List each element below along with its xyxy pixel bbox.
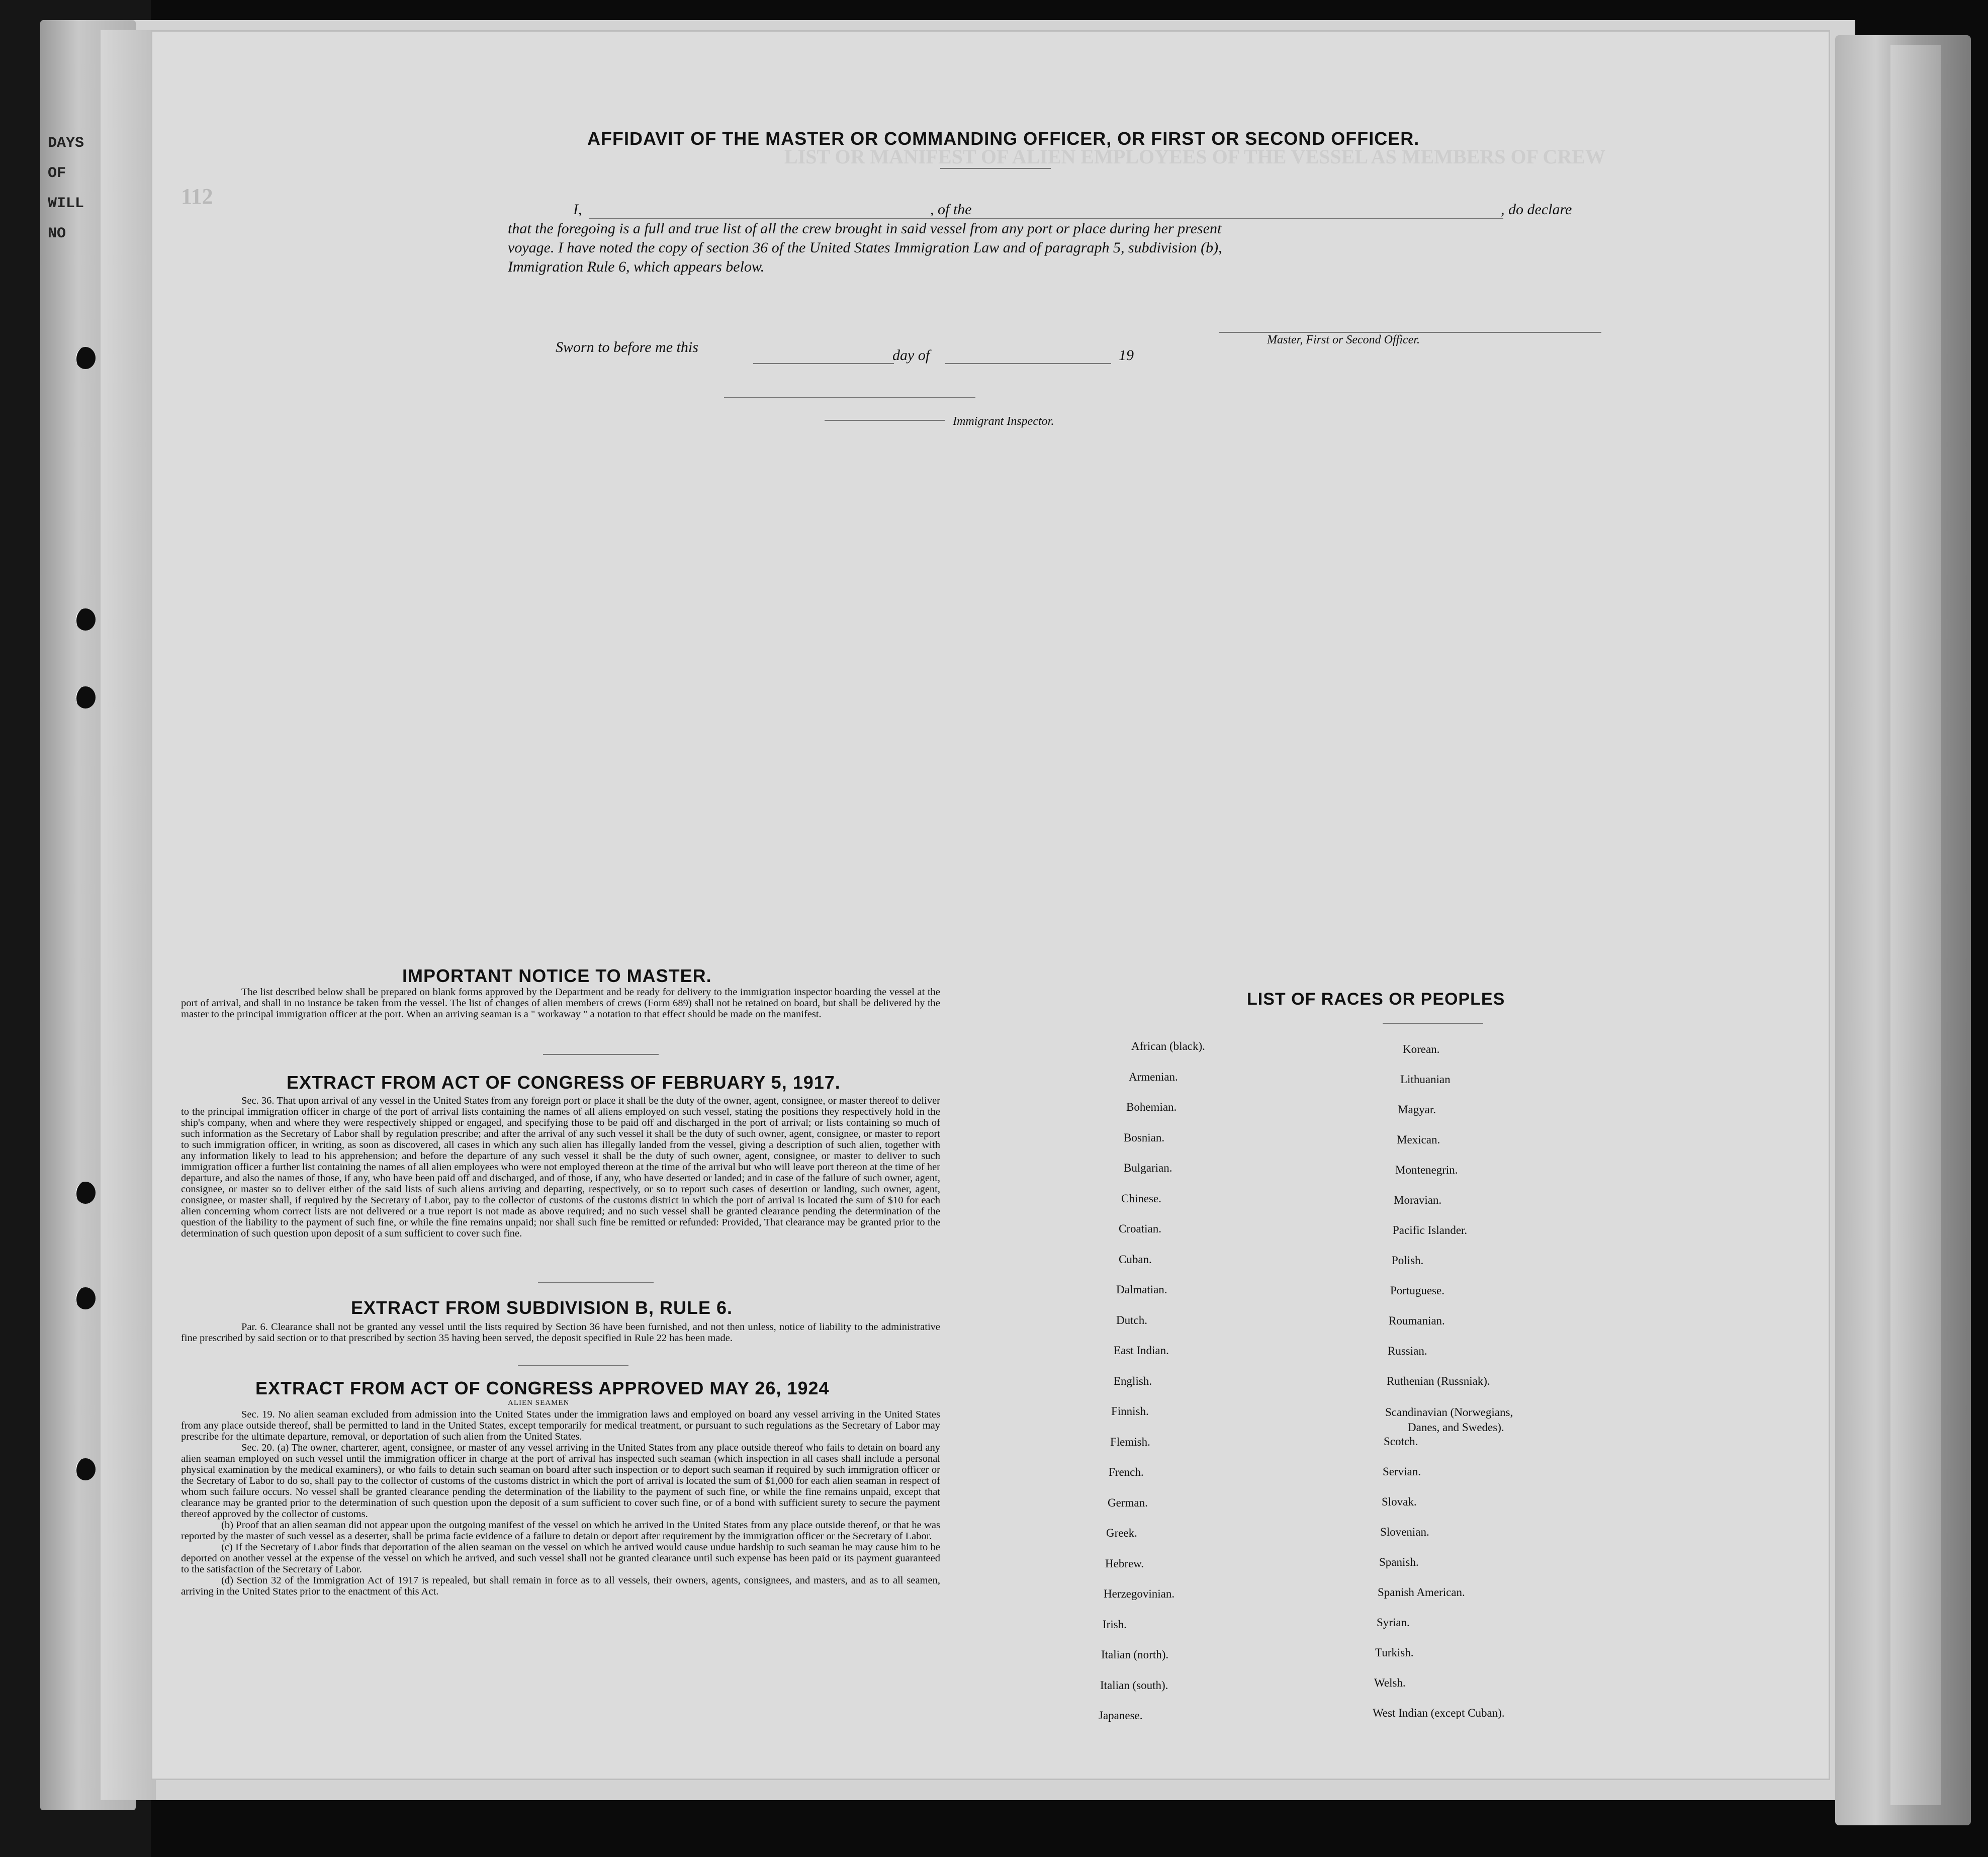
binder-hole-icon xyxy=(75,347,96,369)
divider xyxy=(518,1365,628,1366)
race-item: Montenegrin. xyxy=(1395,1164,1458,1176)
race-item: Pacific Islander. xyxy=(1393,1224,1468,1236)
race-item: German. xyxy=(1108,1496,1148,1509)
race-item: Korean. xyxy=(1403,1043,1440,1055)
race-item: Danes, and Swedes). xyxy=(1408,1421,1504,1434)
race-item: Welsh. xyxy=(1374,1676,1406,1689)
race-item: Dalmatian. xyxy=(1116,1283,1167,1296)
affidavit-do-declare: , do declare xyxy=(1501,201,1572,218)
signature-label: Master, First or Second Officer. xyxy=(1267,333,1420,346)
race-item: Dutch. xyxy=(1116,1313,1147,1327)
extract3-section20b: (b) Proof that an alien seaman did not appear upon the outgoing manifest of the vessel on which he arrived in the United States from any place outside thereof, or that he was reported by the master of such vessel as a deserter, shall be prima facie evidence of a failure to detain or deport after requirement by the immigration officer or the Secretary of Labor. xyxy=(181,1520,940,1542)
binder-hole-icon xyxy=(75,608,96,631)
extract3-body xyxy=(181,1409,940,1597)
document-page xyxy=(151,30,1830,1780)
race-item: African (black). xyxy=(1131,1040,1205,1052)
race-item: Bosnian. xyxy=(1124,1131,1165,1144)
race-item: Slovenian. xyxy=(1380,1526,1429,1538)
affidavit-line2: that the foregoing is a full and true list of all the crew brought in said vessel from any port or place during her present xyxy=(508,220,1222,237)
race-item: Greek. xyxy=(1106,1527,1137,1539)
race-item: Flemish. xyxy=(1110,1435,1150,1448)
sworn-month-field[interactable] xyxy=(945,363,1111,364)
binder-hole-icon xyxy=(75,1182,96,1204)
race-item: Italian (north). xyxy=(1101,1648,1169,1661)
race-item: Japanese. xyxy=(1099,1709,1143,1722)
race-item: Polish. xyxy=(1392,1254,1424,1267)
divider xyxy=(538,1282,654,1283)
notice-title: IMPORTANT NOTICE TO MASTER. xyxy=(402,965,712,986)
race-item: Bulgarian. xyxy=(1124,1162,1172,1174)
race-item: English. xyxy=(1114,1374,1152,1387)
race-item: Slovak. xyxy=(1382,1495,1417,1508)
race-item: Hebrew. xyxy=(1105,1557,1144,1570)
race-item: Mexican. xyxy=(1397,1133,1440,1146)
extract3-title: EXTRACT FROM ACT OF CONGRESS APPROVED MAY 26, 1924 xyxy=(255,1378,830,1398)
race-item: Croatian. xyxy=(1119,1222,1161,1235)
spine-stamp: DAYS OF WILL NO xyxy=(48,135,84,242)
race-item: Portuguese. xyxy=(1390,1284,1444,1297)
race-item: Russian. xyxy=(1388,1345,1427,1357)
extract2-title: EXTRACT FROM SUBDIVISION B, RULE 6. xyxy=(351,1297,733,1318)
extract1-title: EXTRACT FROM ACT OF CONGRESS OF FEBRUARY 5, 1917. xyxy=(287,1072,841,1093)
sworn-day-field[interactable] xyxy=(753,363,894,364)
race-item: Bohemian. xyxy=(1126,1101,1177,1113)
extract1-body: Sec. 36. That upon arrival of any vessel in the United States from any foreign port or place it shall be the duty of the owner, agent, consignee, or master thereof to deliver to the principal immigration officer in charge of the port of arrival lists containing the names of all aliens employed on such vessel, stating the positions they respectively hold in the ship's company, when and where they were respectively shipped or engaged, and specifying those to be paid off and discharged in the port of arrival; or lists containing so much of such information as the Secretary of Labor shall by regulation prescribe; and after the arrival of any such vessel it shall be the duty of such owner, agent, consignee, or master to report to such immigration officer, in writing, as soon as discovered, all cases in which any such alien has illegally landed from the vessel, giving a description of such alien, together with any information likely to lead to his apprehension; and before the departure of any such vessel it shall be the duty of such owner, agent, consignee, or master to deliver to such immigration officer a further list containing the names of all alien employees who were not employed thereon at the time of the arrival but who will leave port thereon at the time of her departure, and also the names of those, if any, who have been paid off and discharged, and of those, if any, who have deserted or landed; and in case of the failure of such owner, agent, consignee, or master so to deliver either of the said lists of such aliens arriving and departing, respectively, or so to report such cases of desertion or landing, such owner, agent, consignee, or master shall, if required by the Secretary of Labor, pay to the collector of customs of the customs district in which the port of arrival is located the sum of $10 for each alien concerning whom correct lists are not delivered or a true report is not made as above required; and no such vessel shall be granted clearance pending the determination of the question of the liability to the payment of such fine, or while the fine remains unpaid; nor shall such fine be remitted or refunded: Provided, That clearance may be granted prior to the determination of such question upon deposit of a sum sufficient to cover such fine. xyxy=(181,1095,940,1239)
race-item: Irish. xyxy=(1103,1618,1127,1631)
race-item: Moravian. xyxy=(1394,1194,1442,1206)
extract3-section19: Sec. 19. No alien seaman excluded from admission into the United States under the immigration laws and employed on board any vessel arriving in the United States from any place outside thereof, shall be permitted to land in the United States, except temporarily for medical treatment, or pursuant to such regulations as the Secretary of Labor may prescribe for the ultimate departure, removal, or deportation of such alien from the United States. xyxy=(181,1409,940,1442)
extract3-section20c: (c) If the Secretary of Labor finds that deportation of the alien seaman on the vessel on which he arrived would cause undue hardship to such seaman he may cause him to be deported on another vessel at the expense of the vessel on which he arrived, and such vessel shall not be granted clearance until such expense has been paid or its payment guaranteed to the satisfaction of the Secretary of Labor. xyxy=(181,1542,940,1575)
race-item: Ruthenian (Russniak). xyxy=(1387,1375,1490,1387)
day-of-text: day of xyxy=(892,347,930,364)
race-item: Servian. xyxy=(1383,1465,1421,1478)
races-title: LIST OF RACES OR PEOPLES xyxy=(1247,990,1505,1009)
page-edges-right-inner xyxy=(1890,45,1941,1805)
extract3-section20d: (d) Section 32 of the Immigration Act of 1917 is repealed, but shall remain in force as to all vessels, their owners, agents, consignees, and masters, and as to all seamen, arriving in the United States prior to the enactment of this Act. xyxy=(181,1575,940,1597)
affidavit-title: AFFIDAVIT OF THE MASTER OR COMMANDING OFFICER, OR FIRST OR SECOND OFFICER. xyxy=(587,128,1420,149)
binder-spine-inner xyxy=(101,30,156,1800)
race-item: Cuban. xyxy=(1119,1253,1152,1266)
year-text: 19 xyxy=(1119,347,1134,364)
binder-hole-icon xyxy=(75,1458,96,1480)
race-item: Spanish American. xyxy=(1378,1586,1465,1599)
affidavit-i: I, xyxy=(573,201,582,218)
race-item: Scandinavian (Norwegians, xyxy=(1385,1406,1513,1419)
divider xyxy=(940,168,1051,169)
race-item: Italian (south). xyxy=(1100,1678,1168,1692)
race-item: Roumanian. xyxy=(1389,1314,1445,1327)
divider xyxy=(1383,1023,1483,1024)
race-item: Finnish. xyxy=(1111,1405,1149,1418)
race-item: East Indian. xyxy=(1114,1344,1169,1357)
affidavit-line3: voyage. I have noted the copy of section 36 of the United States Immigration Law and of paragraph 5, subdivision (b), xyxy=(508,239,1222,256)
race-item: Turkish. xyxy=(1375,1646,1414,1659)
bleed-through-page-number: 112 xyxy=(181,184,213,209)
race-item: Herzegovinian. xyxy=(1104,1587,1175,1600)
extract2-body: Par. 6. Clearance shall not be granted any vessel until the lists required by Section 36 have been furnished, and not then unless, notice of liability to the administrative fine prescribed by said section or to that prescribed by section 35 having been served, the deposit specified in Rule 22 has been made. xyxy=(181,1321,940,1344)
race-item: Magyar. xyxy=(1398,1103,1436,1116)
inspector-field[interactable] xyxy=(825,420,945,421)
signature-field[interactable] xyxy=(1219,332,1601,333)
race-item: Armenian. xyxy=(1129,1070,1178,1083)
race-item: West Indian (except Cuban). xyxy=(1373,1707,1505,1719)
race-item: Spanish. xyxy=(1379,1556,1419,1568)
divider xyxy=(543,1054,659,1055)
affidavit-line1 xyxy=(573,200,1649,220)
sworn-text: Sworn to before me this xyxy=(556,339,698,356)
race-item: Scotch. xyxy=(1384,1435,1418,1448)
race-item: Lithuanian xyxy=(1400,1073,1451,1086)
binder-hole-icon xyxy=(75,1287,96,1309)
extract3-section20a: Sec. 20. (a) The owner, charterer, agent, consignee, or master of any vessel arriving in the United States from any place outside thereof who fails to detain on board any alien seaman employed on such vessel until the immigration officer in charge at the port of arrival has inspected such seaman (which inspection in all cases shall include a personal physical examination by the medical examiners), or who fails to detain such seaman on board after such inspection or to deport such seaman if required by such immigration officer or the Secretary of Labor to do so, shall pay to the collector of customs of the customs district in which the port of arrival is located the sum of $1,000 for each alien seaman in respect of whom such failure occurs. No vessel shall be granted clearance pending the determination of the liability to the payment of such fine, or while the fine remains unpaid, except that clearance may be granted prior to the determination of such question upon the deposit of a sum sufficient to cover such fine, or of a bond with sufficient surety to secure the payment thereof approved by the collector of customs. xyxy=(181,1442,940,1520)
inspector-signature-field[interactable] xyxy=(724,397,975,398)
race-item: Chinese. xyxy=(1121,1192,1161,1205)
affidavit-of-the: , of the xyxy=(930,201,972,218)
extract3-subtitle: ALIEN SEAMEN xyxy=(508,1399,570,1407)
race-item: French. xyxy=(1109,1466,1144,1478)
race-item: Syrian. xyxy=(1377,1616,1410,1629)
binder-hole-icon xyxy=(75,686,96,709)
inspector-label: Immigrant Inspector. xyxy=(953,415,1054,428)
notice-body: The list described below shall be prepared on blank forms approved by the Department and be ready for delivery to the immigration inspector boarding the vessel at the port of arrival, and shall in no instance be taken from the vessel. The list of changes of alien members of crews (Form 689) shall not be retained on board, but shall be delivered by the master to the principal immigration officer at the port. When an arriving seaman is a " workaway " a notation to that effect should be made on the manifest. xyxy=(181,987,940,1020)
bleed-through-heading: LIST OR MANIFEST OF ALIEN EMPLOYEES OF THE VESSEL AS MEMBERS OF CREW xyxy=(784,145,1605,168)
affidavit-line4: Immigration Rule 6, which appears below. xyxy=(508,258,765,275)
